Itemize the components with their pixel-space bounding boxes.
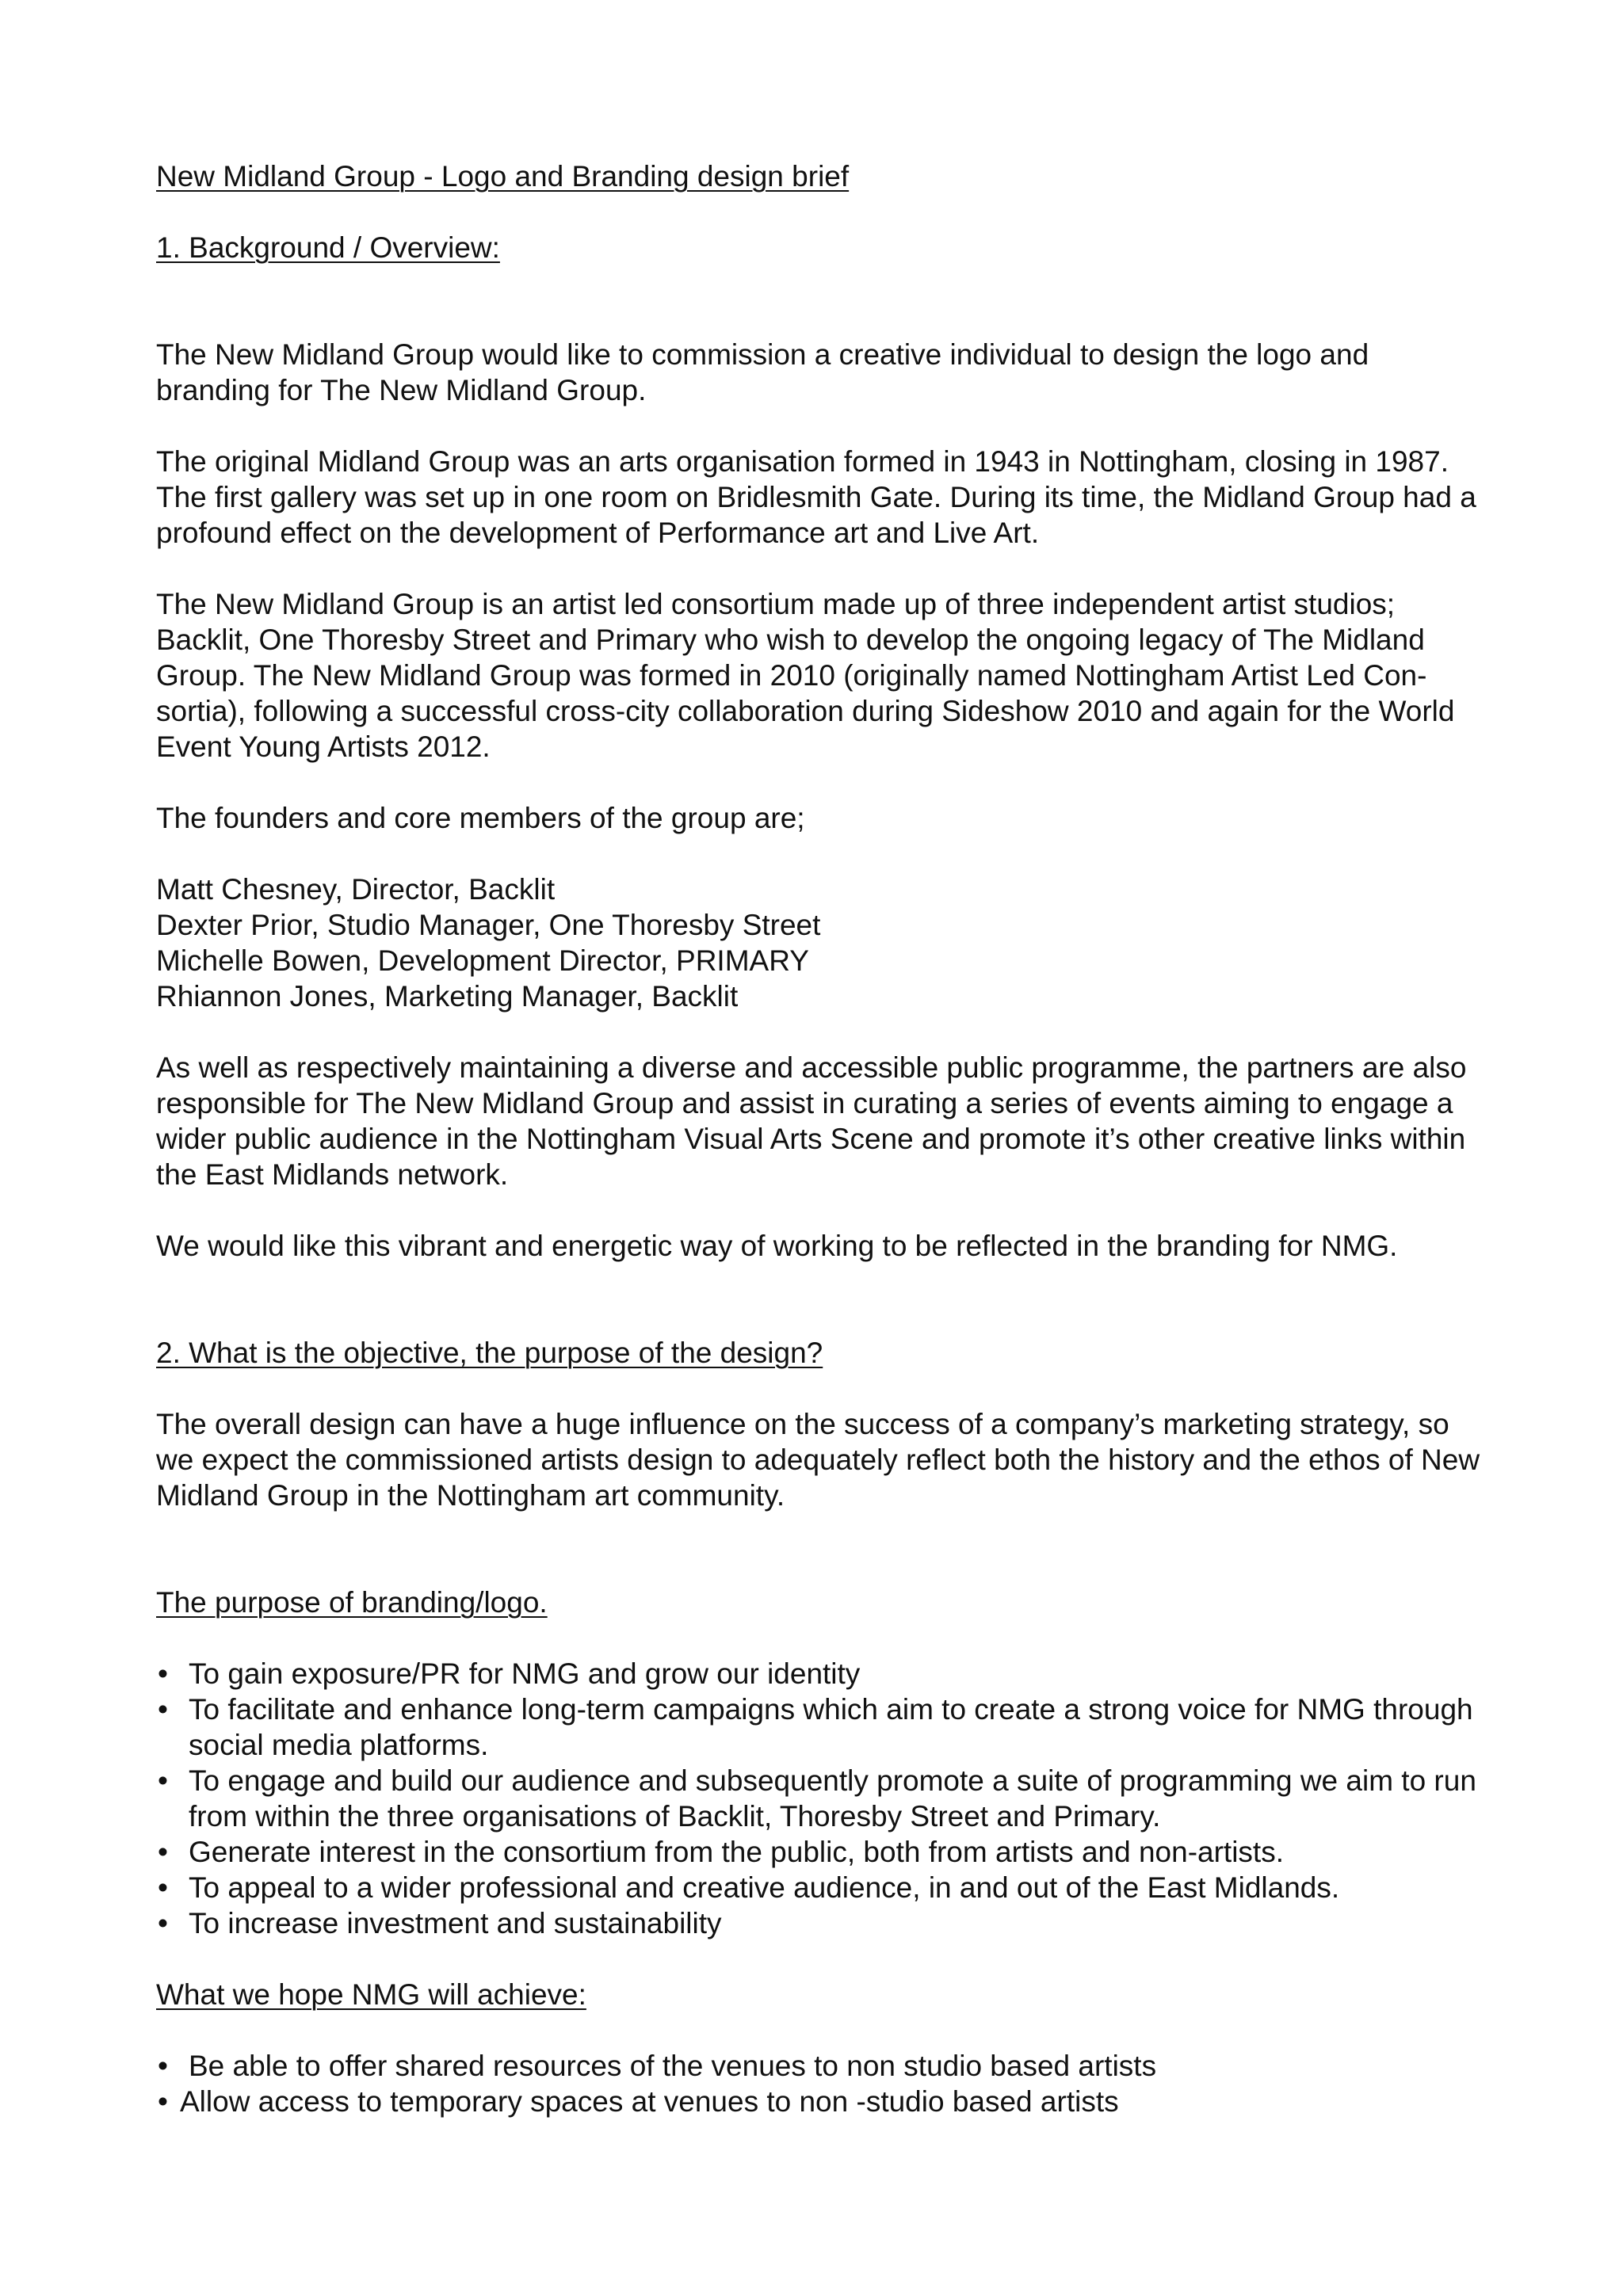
founders-intro: The founders and core members of the group are; (156, 802, 805, 834)
background-paragraph-3: The New Midland Group is an artist led consortium made up of three independent artist studios; Backlit, One Thoresby Street and Primary who wish to develop the ongoing legacy of The Midland Group. The New Midland Group was formed in 2010 (originally named Nottingham Artist Led Consortia), following a successful cross-city collaboration during Sideshow 2010 and again for the World Event Young Artists 2012. (156, 588, 1455, 763)
member-item: Michelle Bowen, Development Director, PRIMARY (156, 944, 809, 977)
bullet-icon: • (158, 2050, 168, 2082)
bullet-icon: • (158, 1693, 168, 1726)
list-item (156, 1870, 1487, 1905)
bullet-icon: • (158, 1907, 168, 1939)
list-item (156, 1691, 1487, 1763)
bullet-icon: • (158, 1871, 168, 1904)
list-item (156, 2084, 1487, 2119)
objective-paragraph: The overall design can have a huge influence on the success of a company’s marketing strategy, so we expect the commissioned artists design to adequately reflect both the history and the ethos of New Midland Group in the Nottingham art community. (156, 1408, 1480, 1512)
purpose-heading: The purpose of branding/logo. (156, 1586, 548, 1619)
bullet-icon: • (158, 1836, 168, 1868)
member-item: Dexter Prior, Studio Manager, One Thoresby Street (156, 909, 821, 941)
list-item (156, 2048, 1487, 2084)
list-item (156, 1656, 1487, 1691)
list-item (156, 1834, 1487, 1870)
list-item (156, 1763, 1487, 1834)
members-list (156, 871, 1487, 1014)
list-item-text: Allow access to temporary spaces at venues to non -studio based artists (180, 2085, 1119, 2118)
background-paragraph-1: The New Midland Group would like to commission a creative individual to design the logo and branding for The New Midland Group. (156, 338, 1369, 406)
document-title: New Midland Group - Logo and Branding design brief (156, 160, 850, 193)
member-item: Matt Chesney, Director, Backlit (156, 873, 556, 906)
hope-list (156, 2048, 1487, 2119)
purpose-list (156, 1656, 1487, 1941)
list-item-text: Be able to offer shared resources of the venues to non studio based artists (189, 2050, 1157, 2082)
list-item (156, 1905, 1487, 1941)
vibrant-paragraph: We would like this vibrant and energetic way of working to be reflected in the branding for NMG. (156, 1230, 1398, 1262)
list-item-text: To appeal to a wider professional and creative audience, in and out of the East Midlands. (189, 1871, 1340, 1904)
list-item-text: To gain exposure/PR for NMG and grow our identity (189, 1657, 861, 1690)
list-item-text: To engage and build our audience and subsequently promote a suite of programming we aim to run from within the three organisations of Backlit, Thoresby Street and Primary. (189, 1764, 1476, 1833)
hope-heading: What we hope NMG will achieve: (156, 1978, 586, 2011)
section-1-heading: 1. Background / Overview: (156, 231, 500, 264)
member-item: Rhiannon Jones, Marketing Manager, Backlit (156, 980, 739, 1013)
bullet-icon: • (158, 2085, 168, 2118)
document-page (156, 158, 1487, 2119)
bullet-icon: • (158, 1657, 168, 1690)
list-item-text: To increase investment and sustainability (189, 1907, 722, 1939)
section-2-heading: 2. What is the objective, the purpose of the design? (156, 1337, 823, 1369)
list-item-text: To facilitate and enhance long-term campaigns which aim to create a strong voice for NMG through social media platforms. (189, 1693, 1473, 1761)
partners-paragraph: As well as respectively maintaining a diverse and accessible public programme, the partners are also responsible for The New Midland Group and assist in curating a series of events aiming to engage a wider public audience in the Nottingham Visual Arts Scene and promote it’s other creative links within the East Midlands network. (156, 1051, 1467, 1191)
bullet-icon: • (158, 1764, 168, 1797)
list-item-text: Generate interest in the consortium from the public, both from artists and non-artists. (189, 1836, 1284, 1868)
background-paragraph-2: The original Midland Group was an arts organisation formed in 1943 in Nottingham, closing in 1987. The first gallery was set up in one room on Bridlesmith Gate. During its time, the Midland Group had a profound effect on the development of Performance art and Live Art. (156, 445, 1476, 549)
